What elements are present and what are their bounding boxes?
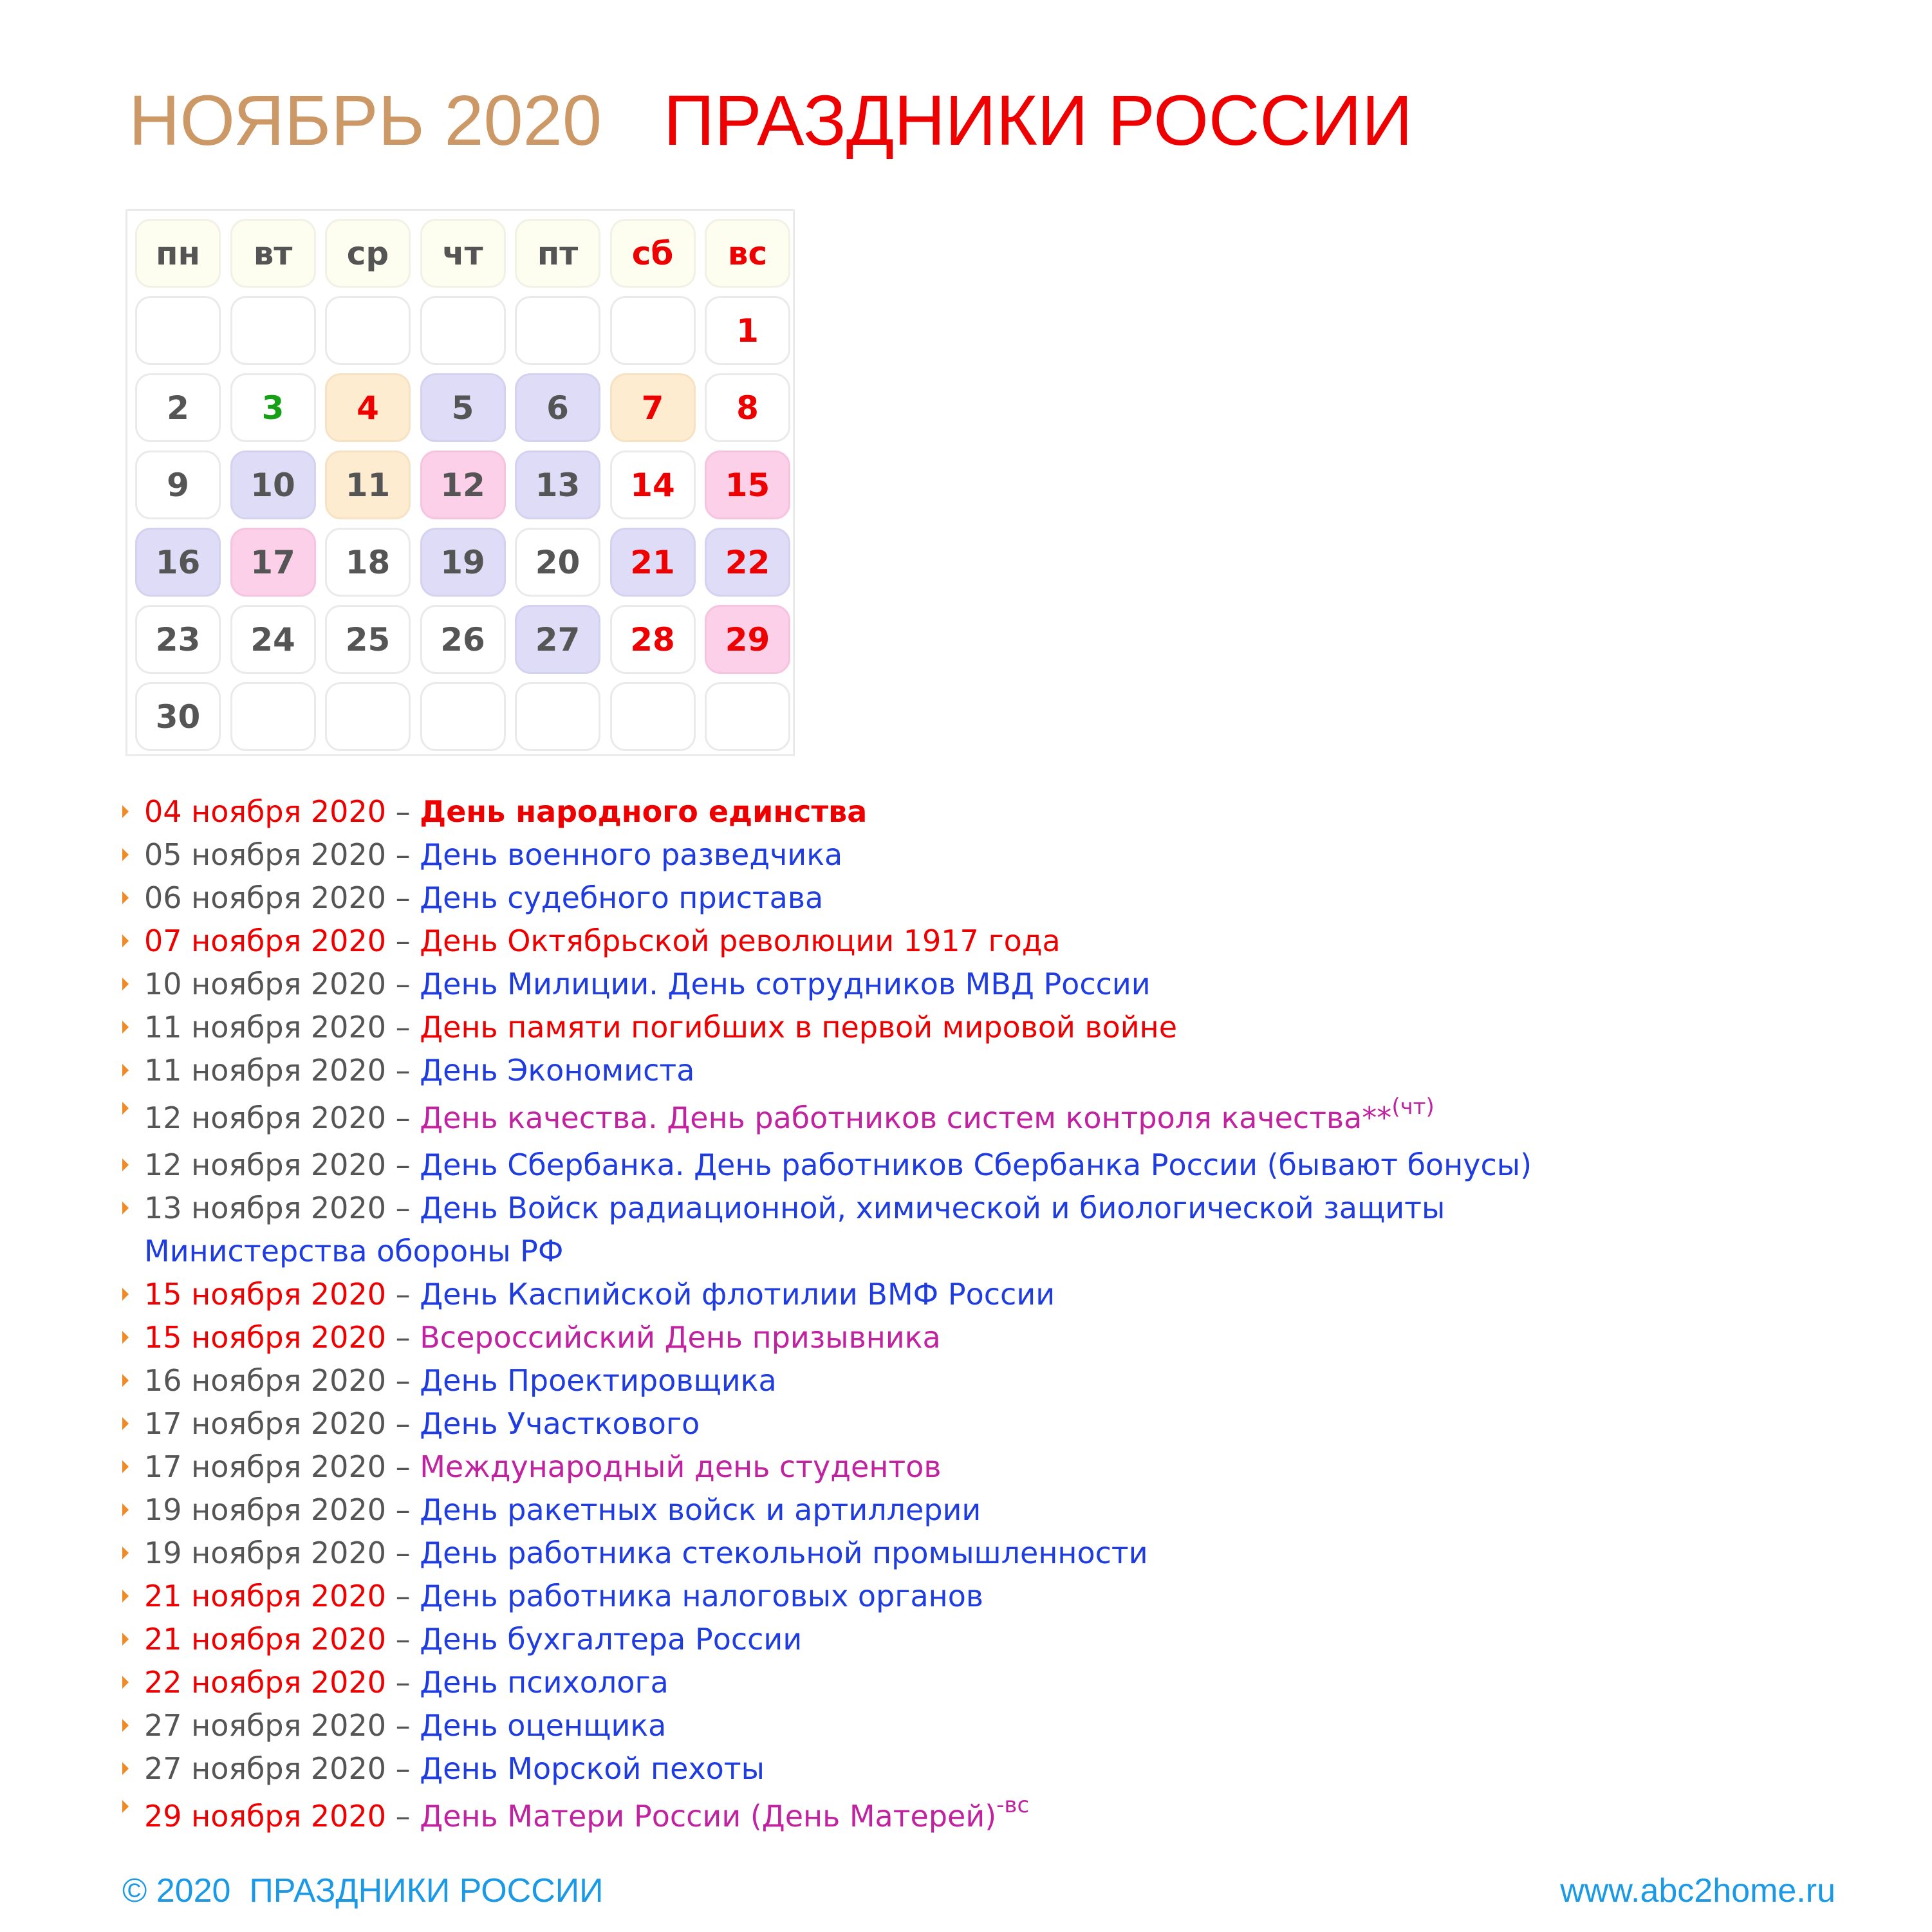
holiday-date: 11 ноября 2020: [144, 1053, 386, 1088]
bullet-arrow-icon: [122, 891, 129, 904]
holiday-list-item: [122, 1445, 1860, 1489]
day-cell[interactable]: 21: [610, 528, 696, 597]
holiday-date: 19 ноября 2020: [144, 1492, 386, 1527]
separator: –: [385, 1147, 420, 1182]
weekday-header: сб: [610, 219, 696, 288]
holiday-name-link[interactable]: День Каспийской флотилии ВМФ России: [420, 1277, 1055, 1312]
holiday-name-link[interactable]: День работника стекольной промышленности: [420, 1536, 1148, 1570]
empty-day-cell: [705, 682, 790, 751]
day-cell[interactable]: 28: [610, 605, 696, 674]
bullet-arrow-icon: [122, 1374, 129, 1387]
day-cell[interactable]: 2: [135, 373, 221, 442]
holiday-date: 21 ноября 2020: [144, 1579, 386, 1613]
bullet-arrow-icon: [122, 1021, 129, 1034]
separator: –: [385, 1101, 420, 1135]
holiday-name-link[interactable]: День Октябрьской революции 1917 года: [420, 924, 1061, 958]
holiday-name-link[interactable]: День Матери России (День Матерей): [420, 1799, 997, 1834]
holiday-list-item: [122, 790, 1860, 833]
holiday-list: [122, 790, 1860, 1842]
day-cell[interactable]: 9: [135, 450, 221, 519]
separator: –: [385, 924, 420, 958]
holiday-name-link[interactable]: День судебного пристава: [420, 880, 824, 915]
weekday-header: вт: [230, 219, 316, 288]
month-title: НОЯБРЬ 2020: [129, 81, 602, 160]
day-cell[interactable]: 15: [705, 450, 790, 519]
empty-day-cell: [230, 682, 316, 751]
weekday-header: пн: [135, 219, 221, 288]
holiday-date: 16 ноября 2020: [144, 1363, 386, 1398]
bullet-arrow-icon: [122, 1102, 129, 1115]
day-cell[interactable]: 23: [135, 605, 221, 674]
holiday-list-item: [122, 1704, 1860, 1747]
holiday-date: 07 ноября 2020: [144, 924, 386, 958]
weekday-header: чт: [420, 219, 506, 288]
holiday-name-link[interactable]: День Участкового: [420, 1406, 700, 1441]
holiday-list-item: [122, 1532, 1860, 1575]
holiday-name-link[interactable]: День Войск радиационной, химической и биологической защиты Министерства обороны РФ: [144, 1191, 1445, 1268]
holiday-list-item: [122, 920, 1860, 963]
weekday-header: вс: [705, 219, 790, 288]
separator: –: [385, 1579, 420, 1613]
empty-day-cell: [610, 296, 696, 365]
holiday-list-item: [122, 1359, 1860, 1402]
holiday-date: 17 ноября 2020: [144, 1406, 386, 1441]
bullet-arrow-icon: [122, 1633, 129, 1646]
separator: –: [385, 1053, 420, 1088]
empty-day-cell: [420, 682, 506, 751]
empty-day-cell: [515, 296, 600, 365]
day-cell[interactable]: 1: [705, 296, 790, 365]
weekday-header: пт: [515, 219, 600, 288]
bullet-arrow-icon: [122, 1719, 129, 1732]
holiday-list-item: [122, 1747, 1860, 1790]
holiday-list-item: [122, 1273, 1860, 1316]
day-cell[interactable]: 8: [705, 373, 790, 442]
separator: –: [385, 837, 420, 872]
holiday-date: 05 ноября 2020: [144, 837, 386, 872]
separator: –: [385, 1799, 420, 1834]
day-cell[interactable]: 3: [230, 373, 316, 442]
bullet-arrow-icon: [122, 848, 129, 861]
separator: –: [385, 1751, 420, 1786]
bullet-arrow-icon: [122, 1460, 129, 1473]
holiday-list-item: [122, 963, 1860, 1006]
bullet-arrow-icon: [122, 1590, 129, 1602]
day-cell[interactable]: 18: [325, 528, 411, 597]
holiday-list-item: [122, 1402, 1860, 1445]
holiday-name-link[interactable]: День народного единства: [420, 794, 868, 829]
weekday-note: -вс: [996, 1792, 1030, 1818]
separator: –: [385, 967, 420, 1001]
empty-day-cell: [135, 296, 221, 365]
bullet-arrow-icon: [122, 1331, 129, 1344]
day-cell[interactable]: 4: [325, 373, 411, 442]
holiday-date: 21 ноября 2020: [144, 1622, 386, 1657]
day-cell[interactable]: 14: [610, 450, 696, 519]
holiday-list-item: [122, 833, 1860, 877]
holiday-date: 22 ноября 2020: [144, 1665, 386, 1700]
bullet-arrow-icon: [122, 1547, 129, 1559]
empty-day-cell: [515, 682, 600, 751]
bullet-arrow-icon: [122, 1676, 129, 1689]
separator: –: [385, 1277, 420, 1312]
day-cell[interactable]: 29: [705, 605, 790, 674]
bullet-arrow-icon: [122, 1158, 129, 1171]
holiday-list-item: [122, 877, 1860, 920]
day-cell[interactable]: 10: [230, 450, 316, 519]
day-cell[interactable]: 20: [515, 528, 600, 597]
holiday-name-link[interactable]: День Экономиста: [420, 1053, 695, 1088]
day-cell[interactable]: 25: [325, 605, 411, 674]
holiday-date: 19 ноября 2020: [144, 1536, 386, 1570]
holiday-name-link[interactable]: Всероссийский День призывника: [420, 1320, 941, 1355]
empty-day-cell: [610, 682, 696, 751]
separator: –: [385, 1622, 420, 1657]
separator: –: [385, 1536, 420, 1570]
holiday-name-link[interactable]: День оценщика: [420, 1708, 667, 1743]
day-cell[interactable]: 30: [135, 682, 221, 751]
empty-day-cell: [325, 682, 411, 751]
bullet-arrow-icon: [122, 1288, 129, 1301]
separator: –: [385, 1665, 420, 1700]
separator: –: [385, 880, 420, 915]
holiday-list-item: [122, 1187, 1547, 1273]
month-calendar: [125, 209, 795, 756]
holiday-list-item: [122, 1316, 1860, 1359]
holiday-list-item: [122, 1790, 1860, 1842]
holiday-name-link[interactable]: День ракетных войск и артиллерии: [420, 1492, 981, 1527]
day-cell[interactable]: 16: [135, 528, 221, 597]
holiday-list-item: [122, 1489, 1860, 1532]
holiday-name-link[interactable]: День бухгалтера России: [420, 1622, 803, 1657]
separator: –: [385, 1708, 420, 1743]
separator: –: [385, 794, 420, 829]
holiday-name-link[interactable]: День качества. День работников систем контроля качества**: [420, 1101, 1392, 1135]
holiday-name-link[interactable]: День Проектировщика: [420, 1363, 777, 1398]
holiday-date: 10 ноября 2020: [144, 967, 386, 1001]
day-cell[interactable]: 22: [705, 528, 790, 597]
separator: –: [385, 1449, 420, 1484]
holiday-name-link[interactable]: День работника налоговых органов: [420, 1579, 983, 1613]
footer-site-link[interactable]: www.abc2home.ru: [1560, 1872, 1835, 1909]
page-title: [129, 76, 1413, 166]
day-cell[interactable]: 26: [420, 605, 506, 674]
day-cell[interactable]: 27: [515, 605, 600, 674]
holiday-list-item: [122, 1092, 1860, 1144]
bullet-arrow-icon: [122, 1202, 129, 1214]
day-cell[interactable]: 11: [325, 450, 411, 519]
day-cell[interactable]: 6: [515, 373, 600, 442]
bullet-arrow-icon: [122, 1762, 129, 1775]
empty-day-cell: [420, 296, 506, 365]
bullet-arrow-icon: [122, 1503, 129, 1516]
site-title: ПРАЗДНИКИ РОССИИ: [664, 81, 1413, 160]
bullet-arrow-icon: [122, 805, 129, 818]
holiday-date: 11 ноября 2020: [144, 1010, 386, 1045]
bullet-arrow-icon: [122, 1417, 129, 1430]
holiday-date: 15 ноября 2020: [144, 1320, 386, 1355]
bullet-arrow-icon: [122, 978, 129, 990]
weekday-header: ср: [325, 219, 411, 288]
holiday-name-link[interactable]: День психолога: [420, 1665, 669, 1700]
holiday-date: 13 ноября 2020: [144, 1191, 386, 1225]
holiday-date: 06 ноября 2020: [144, 880, 386, 915]
separator: –: [385, 1492, 420, 1527]
holiday-name-link[interactable]: День памяти погибших в первой мировой войне: [420, 1010, 1178, 1045]
holiday-list-item: [122, 1661, 1860, 1704]
holiday-date: 27 ноября 2020: [144, 1708, 386, 1743]
holiday-list-item: [122, 1144, 1860, 1187]
holiday-date: 29 ноября 2020: [144, 1799, 386, 1834]
footer-copyright: © 2020 ПРАЗДНИКИ РОССИИ: [122, 1872, 604, 1909]
bullet-arrow-icon: [122, 1064, 129, 1077]
empty-day-cell: [230, 296, 316, 365]
day-cell[interactable]: 13: [515, 450, 600, 519]
separator: –: [385, 1363, 420, 1398]
holiday-date: 12 ноября 2020: [144, 1101, 386, 1135]
separator: –: [385, 1010, 420, 1045]
holiday-list-item: [122, 1049, 1860, 1092]
holiday-name-link[interactable]: День Сбербанка. День работников Сбербанка России (бывают бонусы): [420, 1147, 1532, 1182]
bullet-arrow-icon: [122, 934, 129, 947]
separator: –: [385, 1320, 420, 1355]
day-cell[interactable]: 12: [420, 450, 506, 519]
holiday-list-item: [122, 1006, 1860, 1049]
weekday-note: (чт): [1391, 1094, 1435, 1120]
empty-day-cell: [325, 296, 411, 365]
day-cell[interactable]: 17: [230, 528, 316, 597]
day-cell[interactable]: 5: [420, 373, 506, 442]
bullet-arrow-icon: [122, 1800, 129, 1813]
day-cell[interactable]: 7: [610, 373, 696, 442]
day-cell[interactable]: 24: [230, 605, 316, 674]
holiday-date: 17 ноября 2020: [144, 1449, 386, 1484]
holiday-date: 04 ноября 2020: [144, 794, 386, 829]
holiday-list-item: [122, 1618, 1860, 1661]
separator: –: [385, 1191, 420, 1225]
holiday-name-link[interactable]: День Милиции. День сотрудников МВД России: [420, 967, 1151, 1001]
holiday-name-link[interactable]: День Морской пехоты: [420, 1751, 765, 1786]
holiday-date: 15 ноября 2020: [144, 1277, 386, 1312]
holiday-date: 27 ноября 2020: [144, 1751, 386, 1786]
separator: –: [385, 1406, 420, 1441]
day-cell[interactable]: 19: [420, 528, 506, 597]
holiday-date: 12 ноября 2020: [144, 1147, 386, 1182]
holiday-name-link[interactable]: Международный день студентов: [420, 1449, 942, 1484]
holiday-name-link[interactable]: День военного разведчика: [420, 837, 843, 872]
holiday-list-item: [122, 1575, 1860, 1618]
